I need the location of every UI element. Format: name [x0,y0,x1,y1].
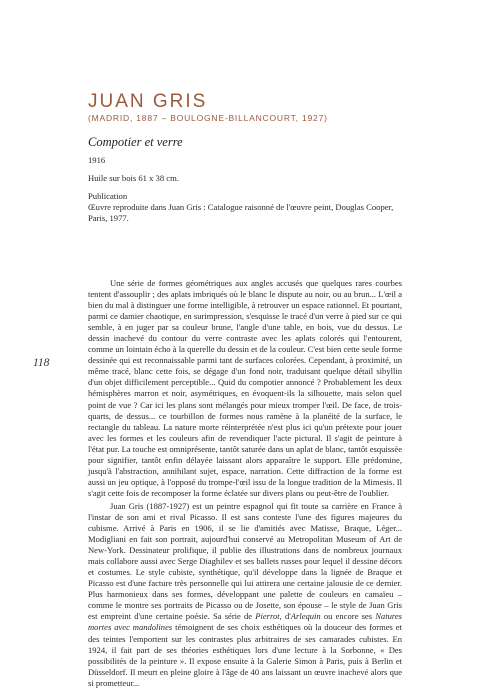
artwork-title: Compotier et verre [88,135,183,149]
paragraph-description: Une série de formes géométriques aux angles accusés que quelques rares courbes tentent d'assouplir ; des aplats imbriqués où le blanc le dispute au noir, ou au brun... L'œil a bien du mal à distinguer une forme intelligible, à retrouver un espace rationnel. Et pourtant, parmi ce damier chaotique, en surimpression, s'esquisse le tracé d'un verre à pied sur ce qui semble, à en juger par sa couleur brune, l'angle d'une table, en bois, vue du dessus. Le dessin inachevé du contour du verre contraste avec les aplats colorés qui l'entourent, comme un lointain écho à la querelle du dessin et de la couleur. C'est bien cette seule forme dessinée qui est reconnaissable parmi tant de surfaces colorées. Cependant, à proximité, un même tracé, blanc cette fois, se dégage d'un fond noir, traduisant quelque détail sibyllin d'un objet difficilement perceptible... Quid du compotier annoncé ? Probablement les deux hémisphères marron et noir, asymétriques, en évoquent-ils la silhouette, mais selon quel point de vue ? Car ici les plans sont mélangés pour mieux tromper l'œil. De face, de trois-quarts, de dessus... ce tourbillon de formes nous ramène à la planéité de la surface, le rectangle du tableau. La nature morte réinterprétée n'est plus ici qu'un prétexte pour jouer avec les formes et les couleurs afin de revendiquer l'acte pictural. Il s'agit de peinture à l'état pur. La touche est omniprésente, tantôt saturée dans un aplat de blanc, tantôt esquissée pour signifier, tantôt enfin délayée laissant alors apparaître le support. Elle prédomine, jusqu'à l'abstraction, annihilant sujet, espace, narration. Cette diffraction de la forme est aussi un jeu optique, à l'opposé du trompe-l'œil issu de la longue tradition de la Mimesis. Il s'agit cette fois de recomposer la forme éclatée sur divers plans ou peut-être de l'oublier. [88,278,402,498]
artist-origin: (MADRID, 1887 – BOULOGNE-BILLANCOURT, 1927) [88,113,328,123]
publication-text: Œuvre reproduite dans Juan Gris : Catalogue raisonné de l'œuvre peint, Douglas Cooper, Paris, 1977. [88,202,394,223]
artwork-medium: Huile sur bois 61 x 38 cm. [88,173,179,183]
artwork-details [88,155,408,224]
body-text [88,278,402,689]
artwork-year: 1916 [88,155,106,165]
page-number: 118 [33,357,50,369]
artist-name: JUAN GRIS [88,91,208,112]
paragraph-biography: Juan Gris (1887-1927) est un peintre espagnol qui fit toute sa carrière en France à l'instar de son ami et rival Picasso. Il est sans conteste l'une des figures majeures du cubisme. Arrivé à Paris en 1906, il se lie d'amitiés avec Matisse, Braque, Léger... Modigliani en fait son portrait, aujourd'hui conservé au Metropolitan Museum of Art de New-York. Dessinateur prolifique, il publie des illustrations dans de nombreux journaux mais collabore aussi avec Serge Diaghilev et ses ballets russes pour lequel il dessine décors et costumes. Le style cubiste, synthétique, qu'il développe dans la lignée de Braque et Picasso est d'une facture très personnelle qui lui attirera une certaine jalousie de ce dernier. Plus harmonieux dans ses formes, développant une palette de couleurs en camaïeu – comme le montre ses portraits de Picasso ou de Josette, son épouse – le style de Juan Gris est empreint d'une certaine poésie. Sa série de Pierrot, d'Arlequin ou encore ses Natures mortes avec mandolines témoignent de ses choix esthétiques où la douceur des formes et des teintes l'emportent sur les contrastes plus arbitraires de ses camarades cubistes. En 1924, il fait part de ses théories esthétiques lors d'une lecture à la Sorbonne, « Des possibilités de la peinture ». Il expose ensuite à la Galerie Simon à Paris, puis à Berlin et Düsseldorf. Il meurt en pleine gloire à l'âge de 40 ans laissant un œuvre inachevé alors que si prometteur... [88,500,402,688]
publication-heading: Publication [88,191,128,201]
